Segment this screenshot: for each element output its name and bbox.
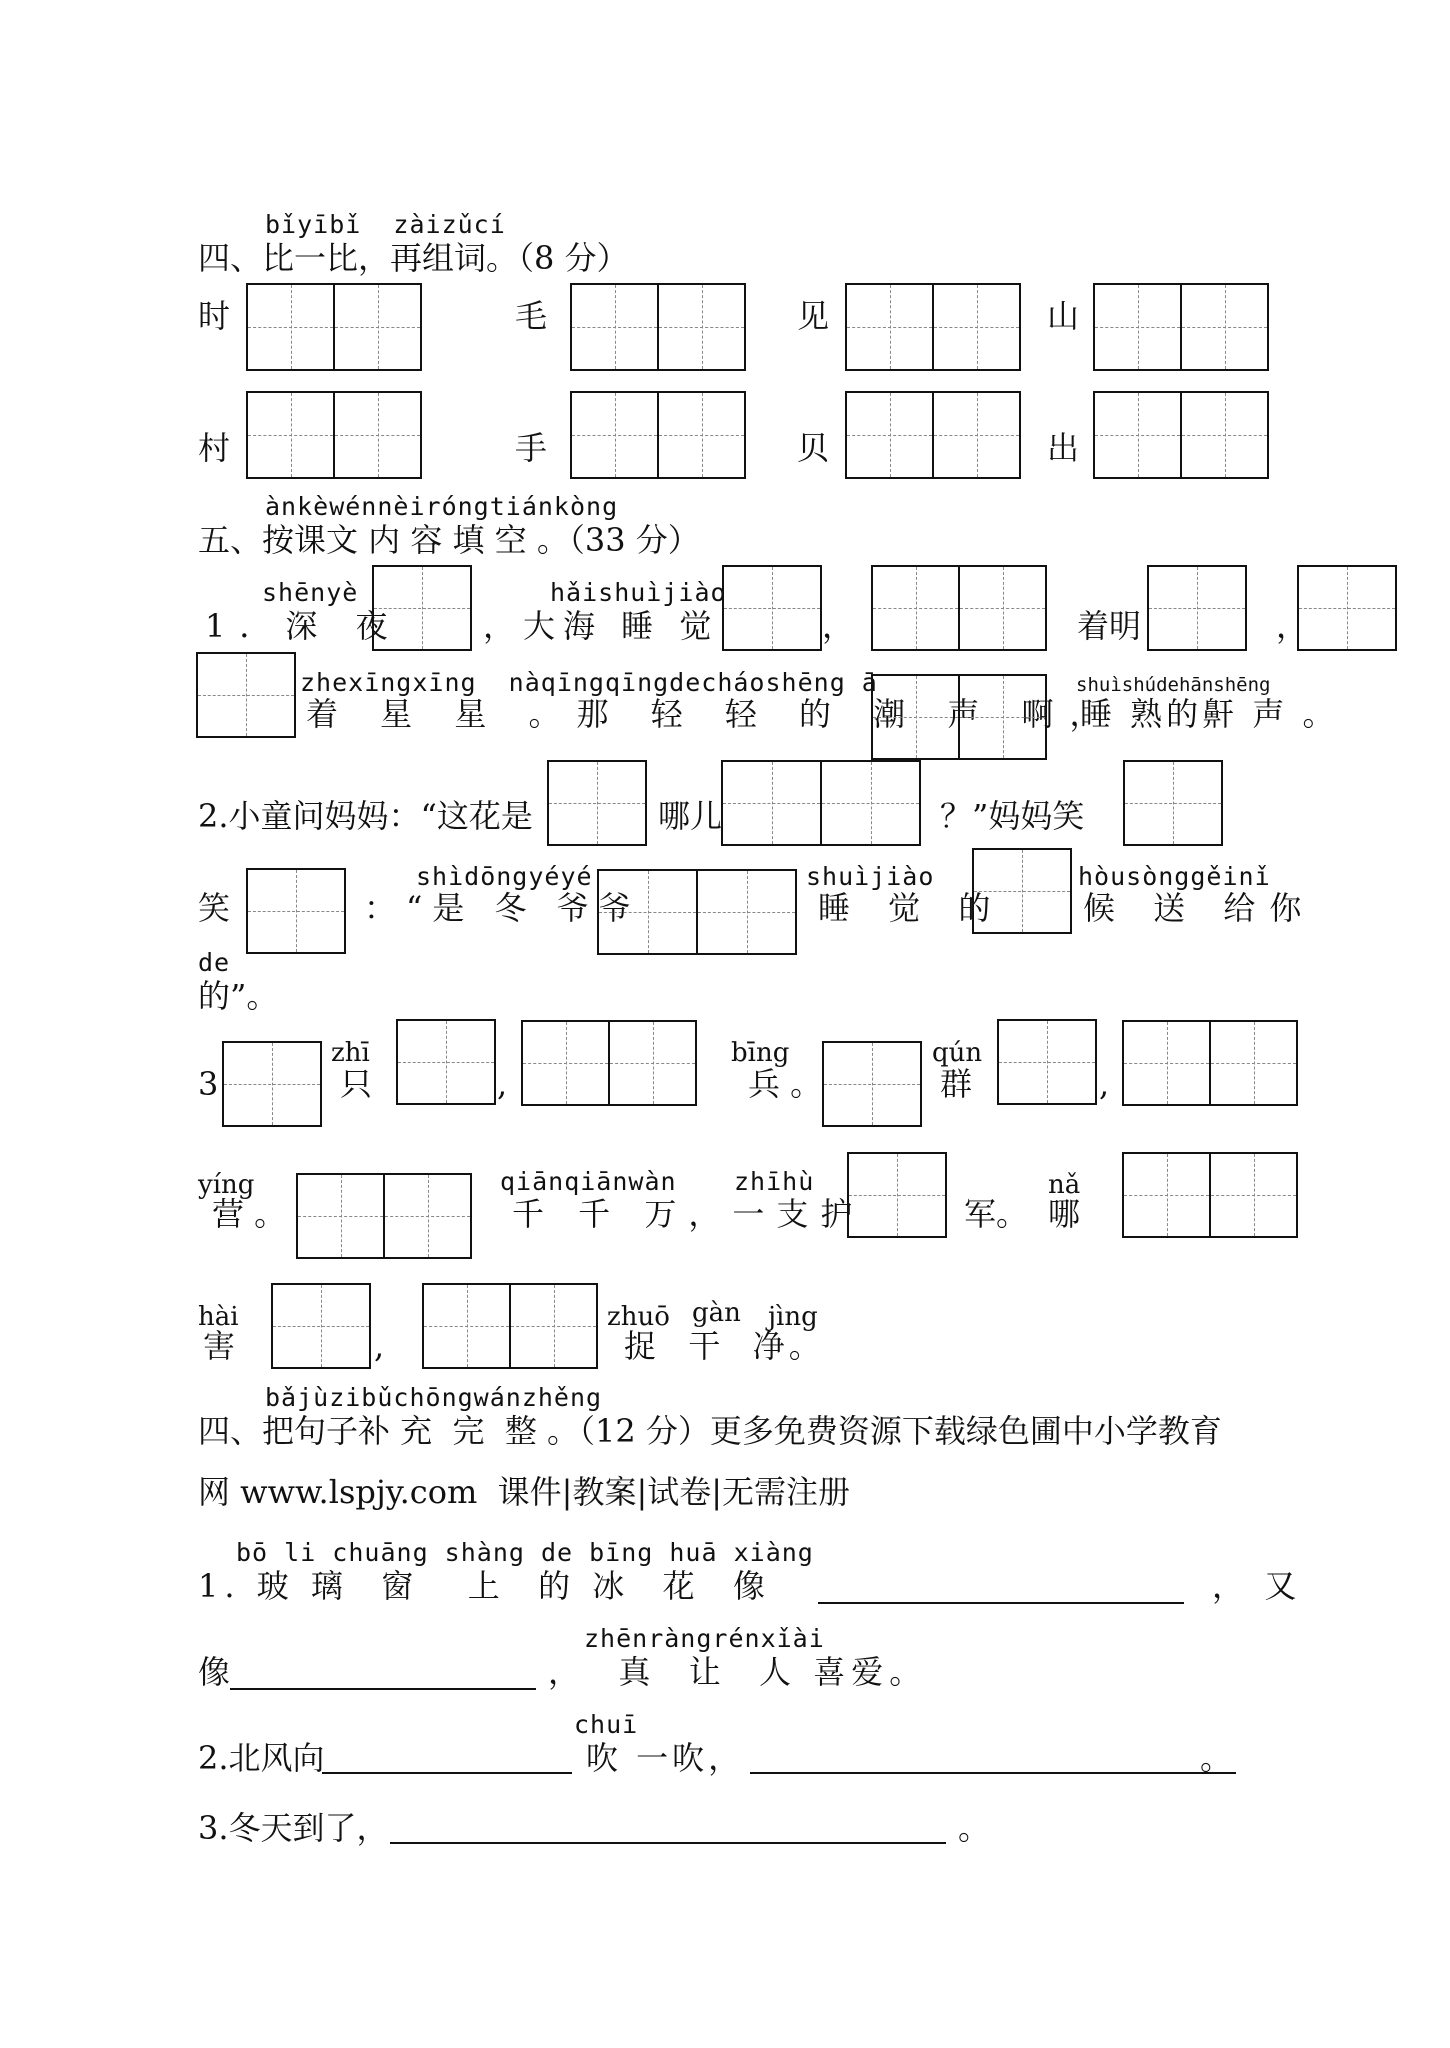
q1-pinyin-3: zhexīngxīng nàqīngqīngdecháoshēng ā — [300, 668, 878, 697]
q3-pinyin-bing: bīng — [731, 1038, 790, 1068]
s5-title: 五、按课文 内 容 填 空 。（33 分） — [198, 521, 700, 559]
s6-line1-text: 1. 玻 璃 窗 上 的 冰 花 像 — [198, 1567, 771, 1605]
s6-line2-pinyin: zhēnràngrénxǐài — [584, 1624, 825, 1653]
s6-title-2: 网 www.lspjy.com 课件|教案|试卷|无需注册 — [198, 1473, 851, 1511]
s6-line2-pre: 像 — [198, 1653, 231, 1691]
q1-pinyin-4: shuìshúdehānshēng — [1076, 674, 1271, 696]
tian-grid[interactable] — [597, 869, 797, 955]
q1-text-4: 着明 — [1077, 607, 1142, 645]
q3-text-zhi: 只 — [340, 1065, 373, 1103]
char-shi: 时 — [198, 297, 231, 335]
q3-pinyin-qqw: qiānqiānwàn — [500, 1167, 677, 1196]
q3-comma-1: , — [497, 1065, 508, 1103]
tian-grid[interactable] — [570, 283, 746, 371]
tian-grid[interactable] — [296, 1173, 472, 1259]
q2-pinyin-3: hòusònggěinǐ — [1078, 862, 1271, 891]
q3-text-qun: 群 — [940, 1065, 973, 1103]
tian-grid[interactable] — [396, 1019, 496, 1105]
tian-grid[interactable] — [372, 565, 472, 651]
q3-text-na: 哪 — [1048, 1195, 1081, 1233]
s6-title: 四、把句子补 充 完 整 。（12 分）更多免费资源下载绿色圃中小学教育 — [198, 1412, 1222, 1450]
tian-grid[interactable] — [222, 1041, 322, 1127]
s5-pinyin: ànkèwénnèiróngtiánkòng — [265, 492, 619, 521]
tian-grid[interactable] — [1122, 1020, 1298, 1106]
q1-text-2: ，大海 睡 觉 — [483, 607, 720, 645]
q3-pinyin-jing: jìng — [768, 1302, 818, 1332]
q3-text-jing: 捉 干 净。 — [624, 1327, 825, 1365]
q1-text-7: 睡 熟的鼾 声 。 — [1080, 695, 1339, 733]
tian-grid[interactable] — [972, 848, 1072, 934]
tian-grid[interactable] — [871, 674, 1047, 760]
answer-blank[interactable] — [818, 1602, 1184, 1604]
q2-text-8: 的”。 — [198, 977, 279, 1015]
q1-comma-1: ， — [822, 607, 855, 645]
q2-text-1: 2.小童问妈妈：“这花是 — [198, 797, 533, 835]
q3-text-jun: 军。 — [964, 1195, 1029, 1233]
char-chu: 出 — [1047, 429, 1080, 467]
q1-text-1: 1．深 夜 — [205, 607, 402, 645]
tian-grid[interactable] — [547, 760, 647, 846]
s6-line2-text: ， 真 让 人 喜爱。 — [548, 1653, 928, 1691]
char-mao: 毛 — [515, 297, 548, 335]
q2-text-3: ？”妈妈笑 — [940, 797, 1085, 835]
tian-grid[interactable] — [721, 760, 921, 846]
tian-grid[interactable] — [246, 868, 346, 954]
q2-text-2: 哪儿 — [658, 797, 723, 835]
q3-pinyin-gan: gàn — [692, 1298, 741, 1328]
q3-comma-2: , — [1099, 1065, 1110, 1103]
q2-text-7: 候 送 给你 — [1083, 889, 1316, 927]
answer-blank[interactable] — [322, 1772, 572, 1774]
tian-grid[interactable] — [997, 1019, 1097, 1105]
s4-pinyin: bǐyībǐ zàizǔcí — [265, 210, 506, 239]
q1-comma-2: ， — [1276, 607, 1309, 645]
q3-number: 3 — [198, 1065, 219, 1103]
q3-text-bing: 兵 。 — [748, 1065, 823, 1103]
answer-blank[interactable] — [390, 1842, 946, 1844]
q3-comma-3: , — [374, 1327, 385, 1365]
tian-grid[interactable] — [871, 565, 1047, 651]
s6-line3-mid: 吹 一吹， — [586, 1739, 745, 1777]
q1-text-6: 着 星 星 。那 轻 轻 的 潮 声 啊， — [306, 695, 1118, 733]
q2-pinyin-2: shuìjiào — [806, 862, 935, 891]
char-bei: 贝 — [797, 429, 830, 467]
q3-pinyin-qun: qún — [932, 1038, 983, 1068]
s6-pinyin: bǎjùzibǔchōngwánzhěng — [265, 1383, 603, 1412]
tian-grid[interactable] — [246, 391, 422, 479]
q2-text-4: 笑 — [198, 889, 231, 927]
q3-pinyin-na: nǎ — [1048, 1170, 1081, 1200]
answer-blank[interactable] — [230, 1688, 536, 1690]
q3-text-ying: 营 。 — [212, 1195, 287, 1233]
char-shou: 手 — [515, 429, 548, 467]
q3-text-qqw: 千 千 万，一支护 — [512, 1195, 865, 1233]
q2-pinyin-4: de — [198, 948, 231, 977]
tian-grid[interactable] — [845, 283, 1021, 371]
tian-grid[interactable] — [570, 391, 746, 479]
q2-text-6: 睡 觉 的 — [818, 889, 1005, 927]
tian-grid[interactable] — [196, 652, 296, 738]
tian-grid[interactable] — [1122, 1152, 1298, 1238]
q2-pinyin-1: shìdōngyéyé — [416, 862, 593, 891]
char-shan: 山 — [1047, 297, 1080, 335]
q1-pinyin-shenye: shēnyè — [262, 578, 359, 607]
s6-line3-pre: 2.北风向 — [198, 1739, 325, 1777]
tian-grid[interactable] — [722, 565, 822, 651]
tian-grid[interactable] — [845, 391, 1021, 479]
tian-grid[interactable] — [1297, 565, 1397, 651]
char-cun: 村 — [198, 429, 231, 467]
q3-pinyin-zhuo: zhuō — [607, 1302, 670, 1332]
tian-grid[interactable] — [1147, 565, 1247, 651]
s6-line4-pre: 3.冬天到了， — [198, 1809, 389, 1847]
q3-pinyin-zhi: zhī — [331, 1038, 370, 1068]
q2-text-5: ：“是 冬 爷爷 — [364, 889, 641, 927]
s6-line4-end: 。 — [958, 1809, 991, 1847]
tian-grid[interactable] — [521, 1020, 697, 1106]
q3-pinyin-zhihu: zhīhù — [734, 1167, 815, 1196]
tian-grid[interactable] — [1093, 391, 1269, 479]
tian-grid[interactable] — [1123, 760, 1223, 846]
s6-line1-end: ， 又 — [1212, 1567, 1297, 1605]
tian-grid[interactable] — [847, 1152, 947, 1238]
answer-blank[interactable] — [750, 1772, 1236, 1774]
q3-text-hai: 害 — [203, 1327, 236, 1365]
q3-pinyin-hai: hài — [198, 1302, 239, 1332]
tian-grid[interactable] — [822, 1041, 922, 1127]
tian-grid[interactable] — [1093, 283, 1269, 371]
tian-grid[interactable] — [422, 1283, 598, 1369]
s6-line1-pinyin: bō li chuāng shàng de bīng huā xiàng — [236, 1538, 814, 1567]
char-jian: 见 — [797, 297, 830, 335]
q3-pinyin-ying: yíng — [198, 1170, 255, 1200]
tian-grid[interactable] — [246, 283, 422, 371]
s6-line3-pinyin: chuī — [574, 1710, 639, 1739]
s4-title: 四、比一比，再组词。（8 分） — [198, 239, 629, 277]
q1-pinyin-haishuijiao: hǎishuìjiào — [550, 578, 727, 607]
tian-grid[interactable] — [271, 1283, 371, 1369]
s6-line3-end: 。 — [1200, 1739, 1233, 1777]
